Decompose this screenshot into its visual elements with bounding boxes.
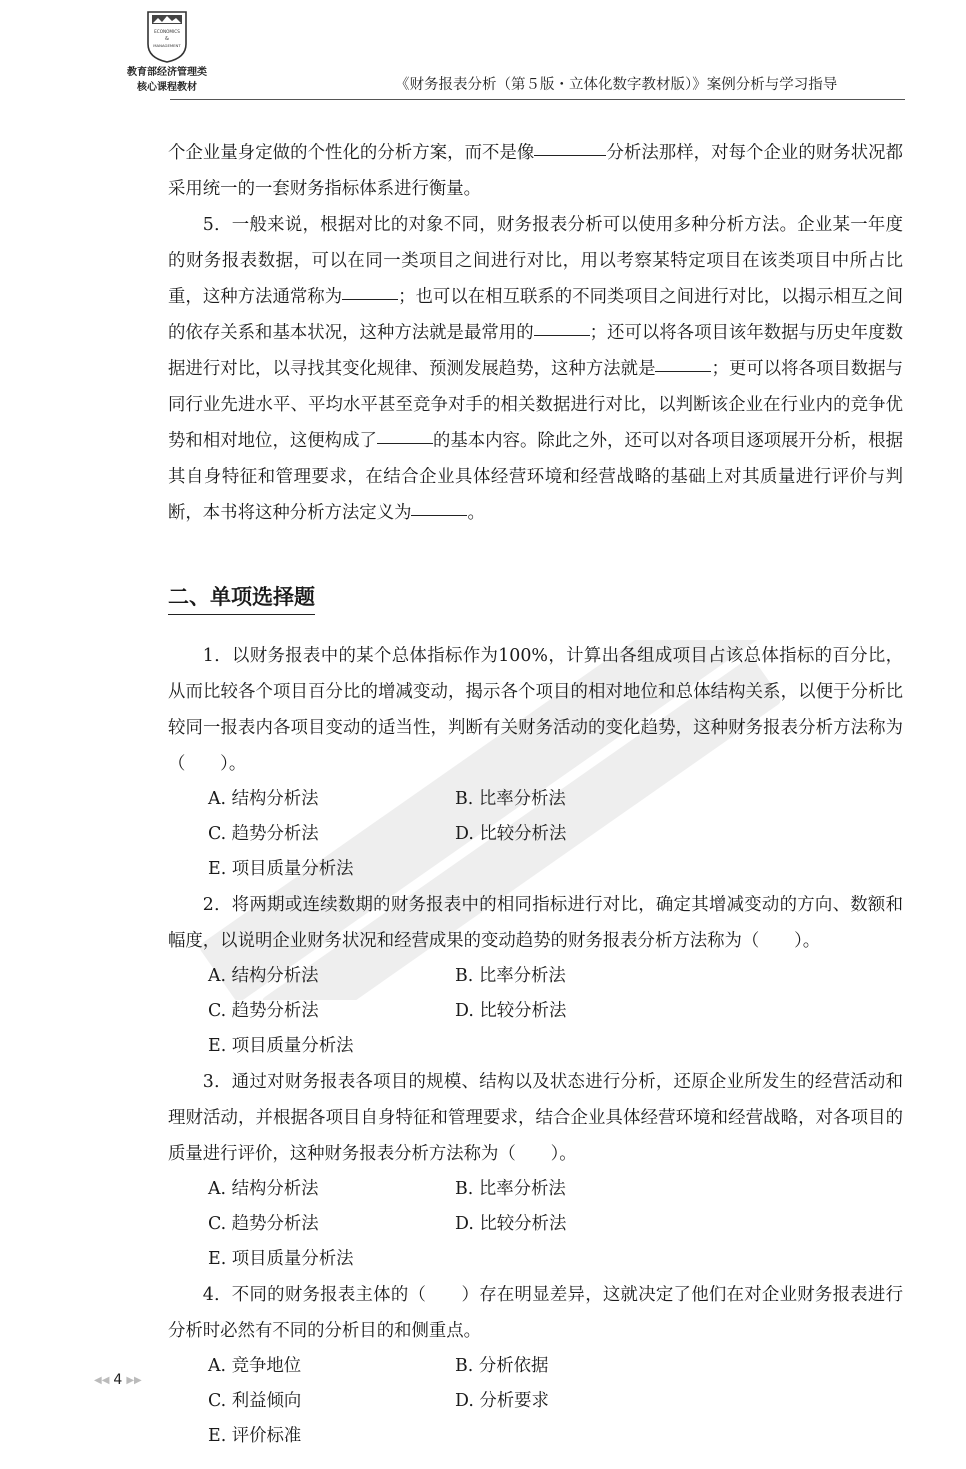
book-title: 《财务报表分析（第５版・立体化数字教材版）》案例分析与学习指导 (395, 77, 838, 93)
series-name-line1: 教育部经济管理类 (127, 67, 207, 78)
fill-in-section (168, 135, 903, 531)
section-title: 二、单项选择题 (168, 582, 315, 615)
header-divider (170, 99, 905, 100)
page-number (94, 1372, 142, 1388)
right-arrows-icon: ▶▶ (126, 1374, 142, 1386)
question-stem: 2．将两期或连续数期的财务报表中的相同指标进行对比，确定其增减变动的方向、数额和幅度，以说明企业财务状况和经营成果的变动趋势的财务报表分析方法称为（ ）。 (168, 895, 903, 951)
option-c: C. 趋势分析法 (208, 1001, 319, 1021)
option-e: E. 项目质量分析法 (208, 1249, 354, 1269)
option-e: E. 项目质量分析法 (208, 1036, 354, 1056)
option-list (168, 1172, 903, 1277)
logo-text-1: ECONOMICS (154, 29, 180, 34)
answer-blank (377, 442, 433, 444)
logo-text-3: MANAGEMENT (153, 43, 181, 48)
answer-blank (342, 298, 398, 300)
option-b: B. 比率分析法 (455, 966, 566, 986)
option-list (168, 1349, 903, 1454)
option-d: D. 比较分析法 (455, 824, 567, 844)
continued-text-a: 个企业量身定做的个性化的分析方案，而不是像 (168, 143, 535, 163)
option-b: B. 比率分析法 (455, 1179, 566, 1199)
option-c: C. 趋势分析法 (208, 824, 319, 844)
publisher-logo-icon (144, 8, 190, 64)
option-d: D. 分析要求 (455, 1391, 549, 1411)
option-list (168, 959, 903, 1064)
option-e: E. 项目质量分析法 (208, 859, 354, 879)
answer-blank (534, 334, 590, 336)
q5-text-5: 的基本内容。除此之外，还可以对各项目逐项展开分析，根据其自身特征和管理要求，在结合企业具体经营环境和经营战略的基础上对其质量进行评价与判断，本书将这种分析方法定义为 (168, 431, 903, 523)
question-5 (168, 207, 903, 531)
answer-blank (411, 514, 467, 516)
option-c: C. 趋势分析法 (208, 1214, 319, 1234)
option-a: A. 结构分析法 (208, 789, 319, 809)
option-d: D. 比较分析法 (455, 1001, 567, 1021)
choice-questions (168, 638, 903, 1454)
option-a: A. 结构分析法 (208, 1179, 319, 1199)
q5-text-2: ；也可以在相互联系的不同类项目之间进行对比，以揭示相互之间的依存关系和基本状况，这种方法就是最常用的 (168, 287, 903, 343)
series-name-line2: 核心课程教材 (137, 82, 197, 93)
q5-text-3: ；还可以将各项目该年数据与历史年度数据进行对比，以寻找其变化规律、预测发展趋势，这种方法就是 (168, 323, 903, 379)
series-badge (108, 0, 226, 94)
q5-text-6: 。 (467, 503, 485, 523)
answer-blank (534, 154, 606, 156)
option-e: E. 评价标准 (208, 1426, 302, 1446)
q5-text-4: ；更可以将各项目数据与同行业先进水平、平均水平甚至竞争对手的相关数据进行对比，以判断该企业在行业内的竞争优势和相对地位，这便构成了 (168, 359, 903, 451)
question-stem: 3．通过对财务报表各项目的规模、结构以及状态进行分析，还原企业所发生的经营活动和理财活动，并根据各项目自身特征和管理要求，结合企业具体经营环境和经营战略，对各项目的质量进行评价，这种财务报表分析方法称为（ ）。 (168, 1072, 903, 1164)
option-c: C. 利益倾向 (208, 1391, 302, 1411)
option-list (168, 782, 903, 887)
continued-paragraph (168, 135, 903, 207)
option-b: B. 比率分析法 (455, 789, 566, 809)
question-stem: 4．不同的财务报表主体的（ ）存在明显差异，这就决定了他们在对企业财务报表进行分析时必然有不同的分析目的和侧重点。 (168, 1285, 903, 1341)
question-stem: 1．以财务报表中的某个总体指标作为100%，计算出各组成项目占该总体指标的百分比，从而比较各个项目百分比的增减变动，揭示各个项目的相对地位和总体结构关系，以便于分析比较同一报表内各项目变动的适当性，判断有关财务活动的变化趋势，这种财务报表分析方法称为（ ）。 (168, 646, 903, 774)
left-arrows-icon: ◀◀ (94, 1374, 110, 1386)
option-b: B. 分析依据 (455, 1356, 549, 1376)
option-a: A. 结构分析法 (208, 966, 319, 986)
q5-text-1: 5．一般来说，根据对比的对象不同，财务报表分析可以使用多种分析方法。企业某一年度的财务报表数据，可以在同一类项目之间进行对比，用以考察某特定项目在该类项目中所占比重，这种方法通常称为 (168, 215, 903, 307)
logo-text-2: & (165, 36, 169, 42)
page-number-text: 4 (113, 1372, 123, 1388)
continued-text-b: 分析法那样，对每个企业的财务状况都采用统一的一套财务指标体系进行衡量。 (168, 143, 903, 199)
answer-blank (655, 370, 711, 372)
option-a: A. 竞争地位 (208, 1356, 302, 1376)
option-d: D. 比较分析法 (455, 1214, 567, 1234)
